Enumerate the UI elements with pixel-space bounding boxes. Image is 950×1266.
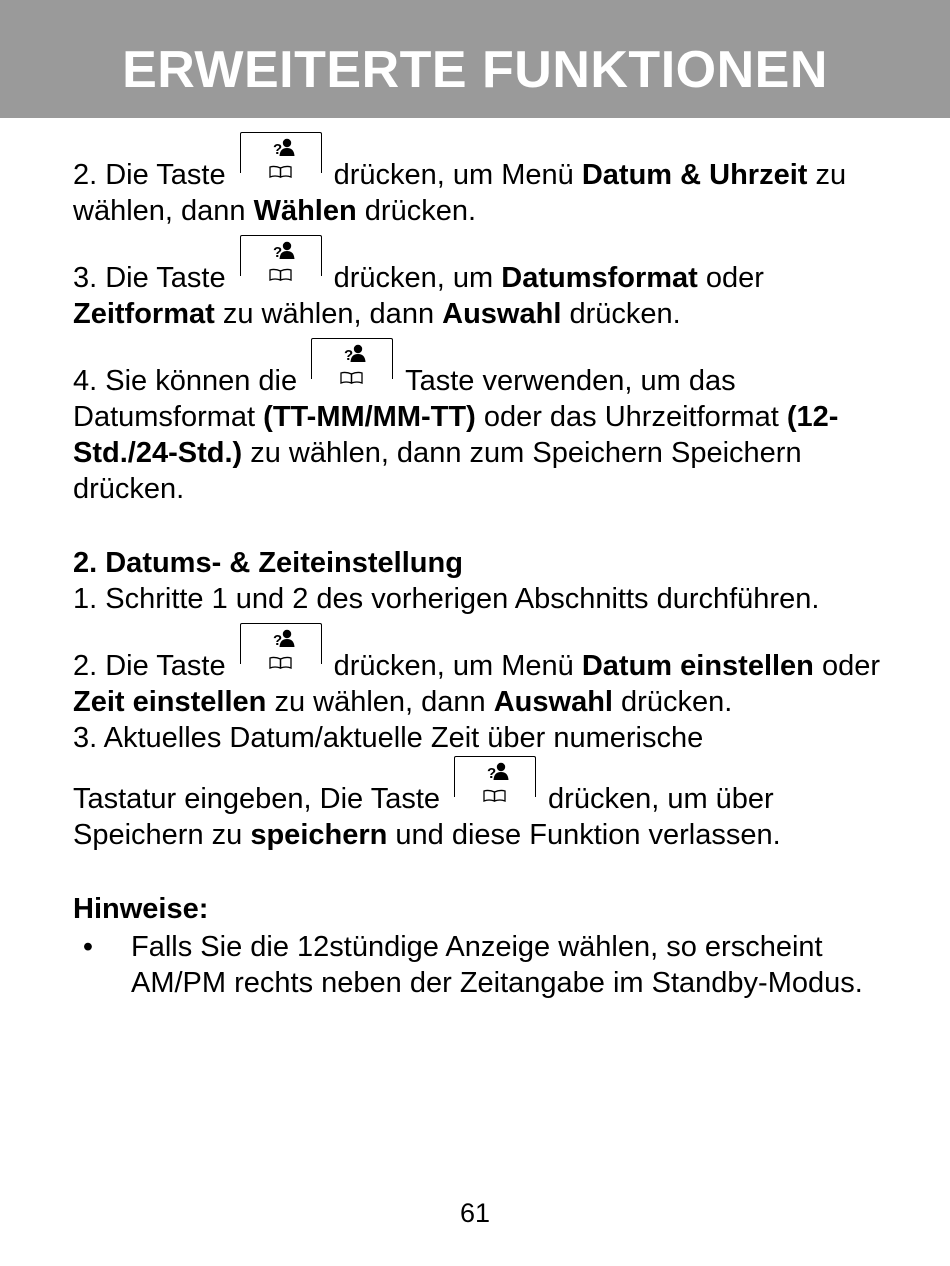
step-text: oder (705, 262, 764, 294)
section-heading: Hinweise: (73, 893, 209, 925)
section2-heading (73, 545, 893, 581)
step-text: drücken, um (333, 262, 494, 294)
step-text: 2. Die Taste (73, 650, 226, 682)
step-text: zu wählen, dann (274, 686, 486, 718)
page-title: ERWEITERTE FUNKTIONEN (122, 41, 828, 99)
step-text: oder das Uhrzeitformat (483, 401, 779, 433)
step-text: drücken. (364, 195, 477, 227)
step-text: 2. Die Taste (73, 159, 226, 191)
bullet-icon: • (82, 931, 94, 963)
phonebook-key-icon (454, 756, 536, 811)
softkey-name: Wählen (253, 195, 357, 227)
menu-name: Datumsformat (501, 262, 698, 294)
format-options: (TT-MM/MM-TT) (263, 401, 476, 433)
list-item (73, 929, 893, 1001)
step-text: zu wählen, dann (222, 298, 435, 330)
menu-name: Datum & Uhrzeit (581, 159, 808, 191)
section-heading: 2. Datums- & Zeiteinstellung (73, 547, 463, 579)
section1-step2 (73, 132, 893, 229)
page-number: 61 (459, 1198, 491, 1228)
section2-step1: 1. Schritte 1 und 2 des vorherigen Abschnitts durchführen. (73, 583, 820, 615)
step-text: oder (821, 650, 881, 682)
section1-step3 (73, 235, 893, 332)
menu-name: Zeit einstellen (73, 686, 267, 718)
step-text: 3. Die Taste (73, 262, 226, 294)
note-text: Falls Sie die 12stündige Anzeige wählen, so erscheint AM/PM rechts neben der Zeitangabe im Standby-Modus. (131, 931, 863, 999)
phonebook-key-icon (240, 235, 322, 290)
phonebook-key-icon (240, 132, 322, 187)
step-text: Taste verwenden, um das Datumsformat (73, 365, 736, 433)
softkey-name: Auswahl (493, 686, 613, 718)
menu-name: Zeitformat (73, 298, 215, 330)
format-options: (12-Std./24-Std.) (73, 401, 839, 469)
step-text: drücken, um Menü (333, 159, 574, 191)
softkey-name: Auswahl (442, 298, 562, 330)
section2-step2 (73, 623, 893, 720)
step-text: zu wählen, dann zum Speichern Speichern drücken. (73, 437, 802, 505)
menu-name: Datum einstellen (581, 650, 814, 682)
step-text: drücken, um Menü (333, 650, 574, 682)
step-text: drücken. (621, 686, 733, 718)
header-bar (0, 0, 950, 118)
section1-step4 (73, 338, 893, 507)
step-text: zu wählen, dann (73, 159, 847, 227)
step-text: drücken. (569, 298, 681, 330)
action-name: speichern (250, 819, 388, 851)
step-text: 3. Aktuelles Datum/aktuelle Zeit über numerische (73, 722, 704, 754)
step-text: Tastatur eingeben, Die Taste (73, 783, 441, 815)
section2-step3 (73, 720, 893, 853)
phonebook-key-icon (311, 338, 393, 393)
notes-heading (73, 891, 893, 927)
notes-list (73, 929, 893, 1001)
step-text: drücken, um über Speichern zu (73, 783, 774, 851)
step-text: 4. Sie können die (73, 365, 298, 397)
step-text: und diese Funktion verlassen. (395, 819, 781, 851)
phonebook-key-icon (240, 623, 322, 678)
manual-content (73, 132, 893, 1001)
